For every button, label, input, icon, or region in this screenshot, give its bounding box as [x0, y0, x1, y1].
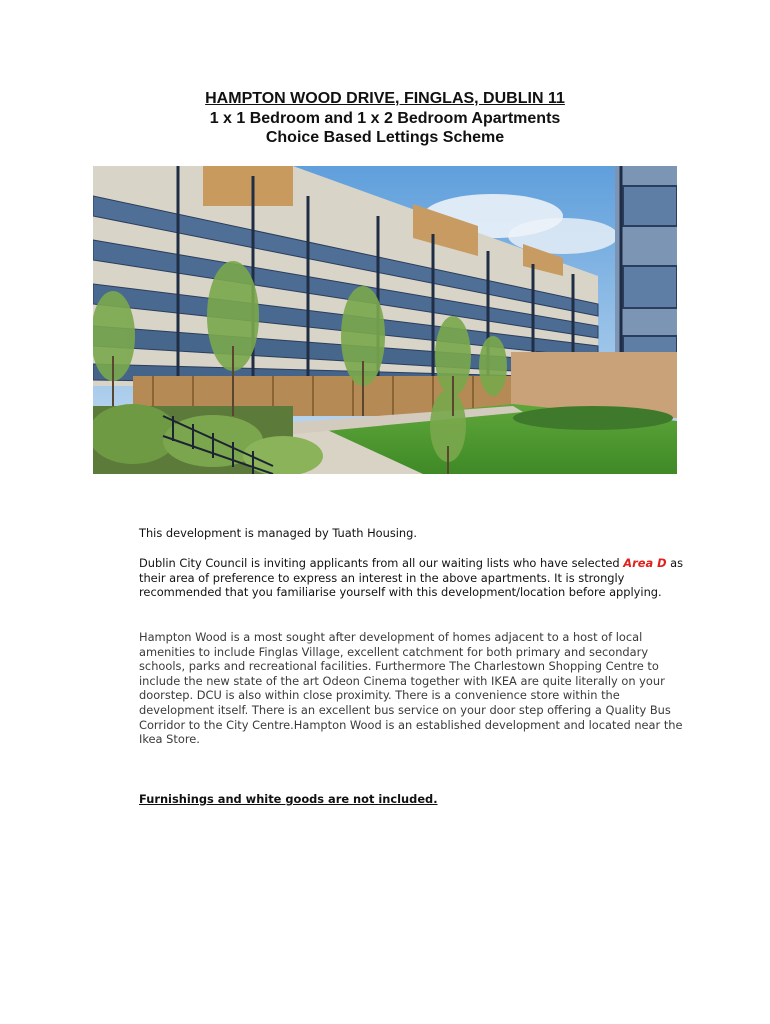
furnishings-note: Furnishings and white goods are not included. [139, 792, 438, 806]
development-photo [93, 166, 677, 474]
area-d-highlight: Area D [623, 556, 667, 570]
invitation-paragraph [139, 556, 684, 600]
invitation-text-end: as their area of preference to express an interest in the above apartments. It is strongly recommended that you familiarise yourself with this development/location before applying. [139, 556, 684, 600]
document-title-text: HAMPTON WOOD DRIVE, FINGLAS, DUBLIN 11 [205, 90, 565, 107]
managed-by-text: This development is managed by Tuath Housing. [139, 526, 417, 540]
document-subtitle-scheme: Choice Based Lettings Scheme [265, 129, 505, 146]
document-subtitle-apartments: 1 x 1 Bedroom and 1 x 2 Bedroom Apartments [209, 110, 561, 127]
document-title [0, 89, 770, 109]
development-description: Hampton Wood is a most sought after development of homes adjacent to a host of local amenities to include Finglas Village, excellent catchment for both primary and secondary schools, parks and recreational facilities. Furthermore The Charlestown Shopping Centre to include the new state of the art Odeon Cinema together with IKEA are quite literally on your doorstep. DCU is also within close proximity. There is a convenience store within the development itself. There is an excellent bus service on your door step offering a Quality Bus Corridor to the City Centre.Hampton Wood is an established development and located near the Ikea Store. [139, 630, 683, 747]
invitation-text-start: Dublin City Council is inviting applicants from all our waiting lists who have selected [139, 556, 624, 570]
